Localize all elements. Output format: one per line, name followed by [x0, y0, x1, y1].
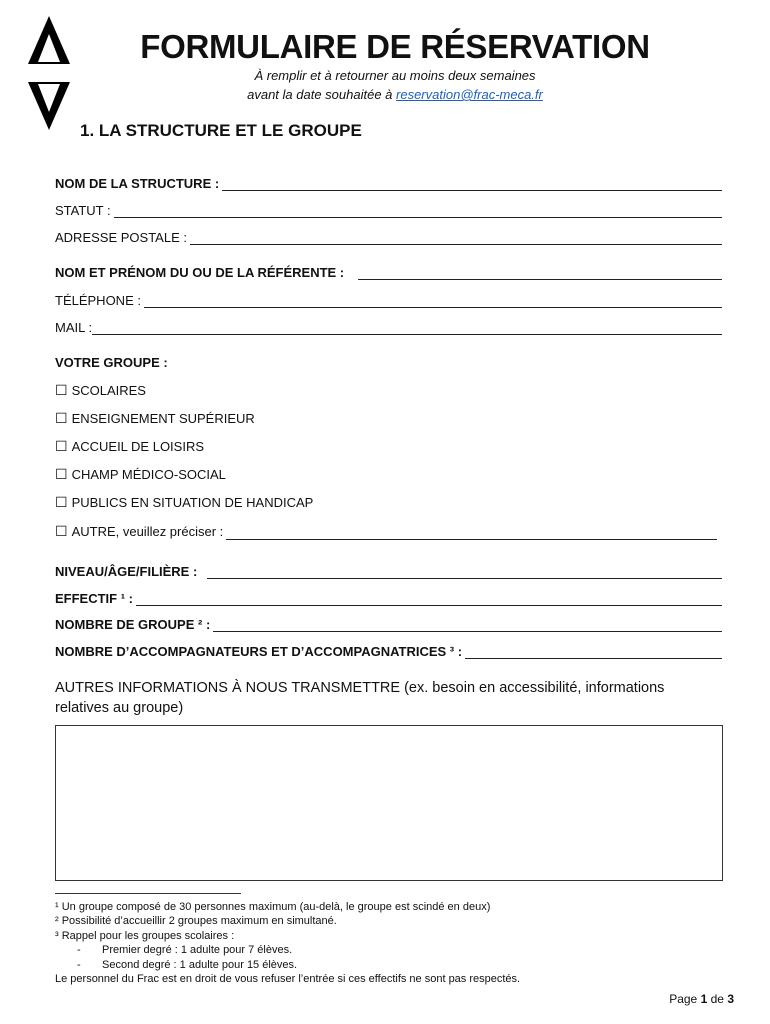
- group-count-line[interactable]: [213, 618, 722, 632]
- group-heading: VOTRE GROUPE :: [55, 355, 168, 370]
- checkbox-icon[interactable]: ☐: [55, 438, 68, 454]
- page-number: Page 1 de 3: [669, 992, 734, 1006]
- other-info-textbox[interactable]: [55, 725, 723, 881]
- group-option-handicap[interactable]: [55, 494, 313, 511]
- status-line[interactable]: [114, 204, 722, 218]
- structure-name-label: NOM DE LA STRUCTURE :: [55, 176, 220, 191]
- headcount-label: EFFECTIF ¹ :: [55, 591, 133, 606]
- group-option-label: ACCUEIL DE LOISIRS: [71, 439, 205, 454]
- group-count-field[interactable]: [55, 614, 722, 632]
- footnote-3: ³ Rappel pour les groupes scolaires :: [55, 929, 235, 942]
- checkbox-icon[interactable]: ☐: [55, 466, 68, 482]
- footnote-bullet-1: - Premier degré : 1 adulte pour 7 élèves.: [77, 944, 293, 957]
- subtitle-line2: [20, 87, 770, 102]
- group-option-label: CHAMP MÉDICO-SOCIAL: [71, 467, 226, 482]
- mail-line[interactable]: [92, 321, 722, 335]
- phone-label: TÉLÉPHONE :: [55, 293, 141, 308]
- mail-field[interactable]: [55, 317, 722, 335]
- page-title: FORMULAIRE DE RÉSERVATION: [140, 28, 650, 65]
- level-line[interactable]: [207, 565, 722, 579]
- referent-name-label: NOM ET PRÉNOM DU OU DE LA RÉFÉRENTE :: [55, 265, 345, 280]
- group-count-label: NOMBRE DE GROUPE ² :: [55, 617, 211, 632]
- status-label: STATUT :: [55, 203, 111, 218]
- footnote-2: ² Possibilité d’accueillir 2 groupes maximum en simultané.: [55, 915, 337, 928]
- checkbox-icon[interactable]: ☐: [55, 382, 68, 398]
- postal-address-field[interactable]: [55, 227, 722, 245]
- companions-line[interactable]: [465, 645, 722, 659]
- referent-name-line[interactable]: [358, 266, 722, 280]
- phone-field[interactable]: [55, 290, 722, 308]
- group-option-autre[interactable]: [55, 522, 717, 540]
- footnote-divider: [55, 893, 241, 894]
- structure-name-line[interactable]: [222, 177, 722, 191]
- group-option-label: SCOLAIRES: [71, 383, 146, 398]
- subtitle-prefix: avant la date souhaitée à: [247, 87, 393, 102]
- email-link[interactable]: reservation@frac-meca.fr: [396, 87, 543, 102]
- checkbox-icon[interactable]: ☐: [55, 494, 68, 510]
- section-heading: 1. LA STRUCTURE ET LE GROUPE: [80, 121, 362, 140]
- subtitle-line1: À remplir et à retourner au moins deux semaines: [254, 68, 536, 83]
- headcount-field[interactable]: [55, 588, 722, 606]
- group-option-label: PUBLICS EN SITUATION DE HANDICAP: [71, 495, 314, 510]
- footnote-1: ¹ Un groupe composé de 30 personnes maximum (au-delà, le groupe est scindé en deux): [55, 901, 491, 913]
- other-info-label: AUTRES INFORMATIONS À NOUS TRANSMETTRE (ex. besoin en accessibilité, informations relatives au groupe): [55, 680, 665, 716]
- group-option-scolaires[interactable]: [55, 382, 146, 399]
- level-field[interactable]: [55, 561, 722, 579]
- companions-field[interactable]: [55, 641, 722, 659]
- phone-line[interactable]: [144, 294, 722, 308]
- group-option-label: ENSEIGNEMENT SUPÉRIEUR: [71, 411, 255, 426]
- status-field[interactable]: [55, 200, 722, 218]
- structure-name-field[interactable]: [55, 173, 722, 191]
- footnote-bullet-2: - Second degré : 1 adulte pour 15 élèves.: [77, 958, 298, 971]
- checkbox-icon[interactable]: ☐: [55, 523, 68, 539]
- other-option-label: AUTRE, veuillez préciser :: [71, 524, 224, 539]
- footnotes: [55, 900, 520, 986]
- group-option-medico-social[interactable]: [55, 466, 226, 483]
- postal-address-label: ADRESSE POSTALE :: [55, 230, 187, 245]
- headcount-line[interactable]: [136, 592, 722, 606]
- checkbox-icon[interactable]: ☐: [55, 410, 68, 426]
- mail-label: MAIL :: [55, 320, 93, 335]
- group-option-loisirs[interactable]: [55, 438, 204, 455]
- other-option-line[interactable]: [226, 526, 717, 540]
- postal-address-line[interactable]: [190, 231, 722, 245]
- level-label: NIVEAU/ÂGE/FILIÈRE :: [55, 564, 198, 579]
- group-option-enseignement[interactable]: [55, 410, 255, 427]
- footnote-note: Le personnel du Frac est en droit de vous refuser l’entrée si ces effectifs ne sont pas respectés.: [55, 973, 521, 986]
- companions-label: NOMBRE D’ACCOMPAGNATEURS ET D’ACCOMPAGNATRICES ³ :: [55, 644, 463, 659]
- referent-name-field[interactable]: [55, 262, 722, 280]
